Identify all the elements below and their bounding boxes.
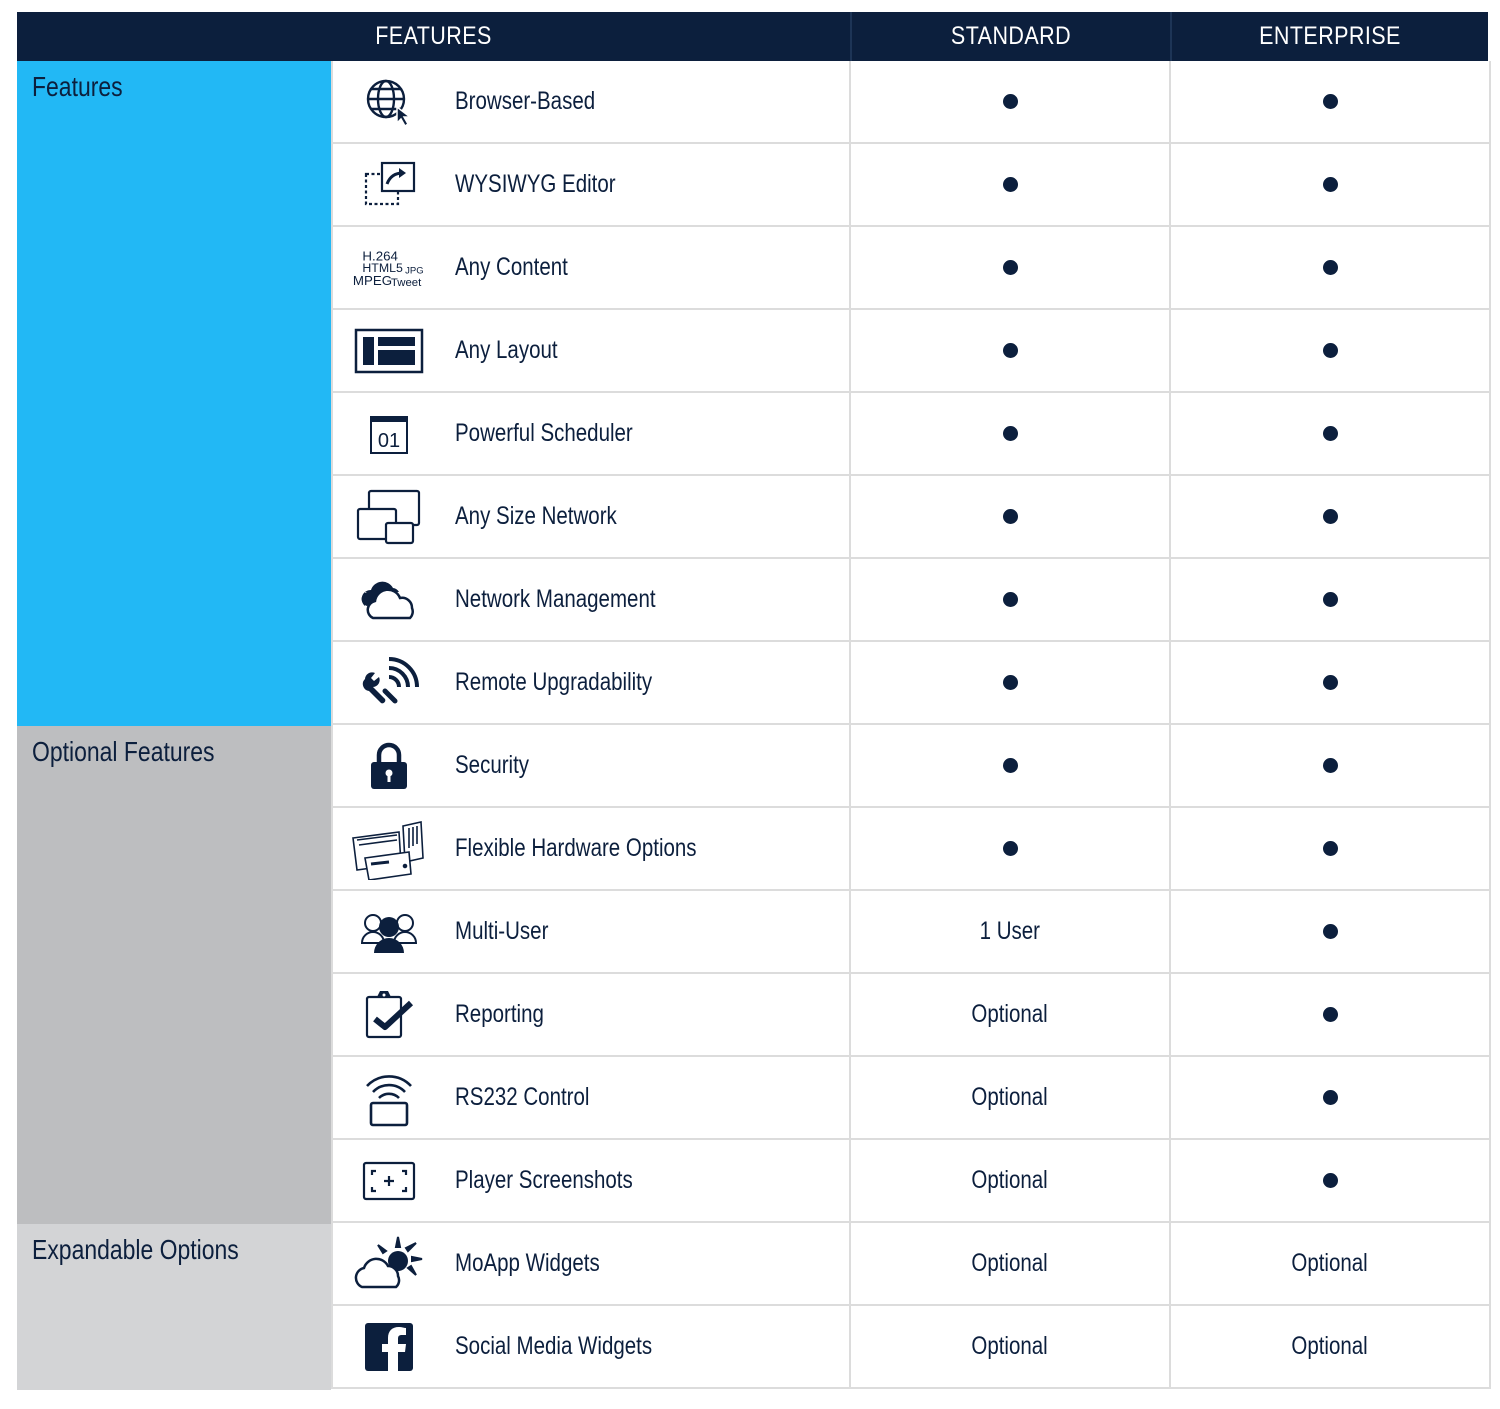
included-dot bbox=[1323, 343, 1338, 358]
table-row bbox=[331, 1223, 1488, 1306]
calendar-icon bbox=[351, 403, 427, 465]
enterprise-cell bbox=[1169, 144, 1491, 227]
standard-cell bbox=[849, 1140, 1169, 1223]
enterprise-cell bbox=[1169, 1057, 1491, 1140]
table-row bbox=[331, 974, 1488, 1057]
feature-label: WYSIWYG Editor bbox=[455, 170, 616, 198]
feature-label: Network Management bbox=[455, 585, 656, 613]
feature-cell bbox=[331, 1306, 851, 1389]
enterprise-value bbox=[1171, 725, 1489, 806]
standard-value bbox=[851, 393, 1169, 474]
feature-cell bbox=[331, 891, 851, 974]
feature-label: Any Content bbox=[455, 253, 568, 281]
table-row bbox=[331, 808, 1488, 891]
enterprise-value bbox=[1171, 1057, 1489, 1138]
standard-value bbox=[851, 642, 1169, 723]
section-optional-features-label: Optional Features bbox=[32, 736, 215, 767]
enterprise-value bbox=[1171, 974, 1489, 1055]
standard-value bbox=[851, 1223, 1169, 1304]
enterprise-value bbox=[1171, 1140, 1489, 1221]
standard-cell bbox=[849, 559, 1169, 642]
included-dot bbox=[1003, 94, 1018, 109]
table-row bbox=[331, 393, 1488, 476]
standard-value bbox=[851, 974, 1169, 1055]
header-divider bbox=[850, 12, 852, 61]
enterprise-value bbox=[1171, 642, 1489, 723]
included-dot bbox=[1323, 1173, 1338, 1188]
enterprise-cell bbox=[1169, 808, 1491, 891]
included-dot bbox=[1323, 94, 1338, 109]
standard-value bbox=[851, 144, 1169, 225]
value-text: Optional bbox=[971, 1249, 1049, 1277]
standard-cell bbox=[849, 393, 1169, 476]
wireless-box-icon bbox=[351, 1067, 427, 1129]
feature-label: RS232 Control bbox=[455, 1083, 590, 1111]
globe-cursor-icon bbox=[351, 71, 427, 133]
enterprise-cell bbox=[1169, 393, 1491, 476]
standard-value bbox=[851, 1140, 1169, 1221]
users-icon bbox=[351, 901, 427, 963]
table-row bbox=[331, 1140, 1488, 1223]
enterprise-cell bbox=[1169, 559, 1491, 642]
value-text: 1 User bbox=[979, 917, 1041, 945]
feature-cell bbox=[331, 227, 851, 310]
section-features-label: Features bbox=[32, 71, 123, 102]
feature-label: Security bbox=[455, 751, 530, 779]
standard-value bbox=[851, 61, 1169, 142]
standard-value bbox=[851, 1306, 1169, 1387]
section-features bbox=[17, 61, 331, 726]
standard-cell bbox=[849, 144, 1169, 227]
standard-cell bbox=[849, 310, 1169, 393]
wrench-signal-icon bbox=[351, 652, 427, 714]
included-dot bbox=[1323, 841, 1338, 856]
feature-cell bbox=[331, 393, 851, 476]
table-row bbox=[331, 1057, 1488, 1140]
included-dot bbox=[1323, 509, 1338, 524]
table-header bbox=[17, 12, 1488, 61]
included-dot bbox=[1323, 758, 1338, 773]
value-text: Optional bbox=[1291, 1332, 1369, 1360]
enterprise-value bbox=[1171, 808, 1489, 889]
svg-text:HTML5: HTML5 bbox=[362, 260, 403, 275]
edit-share-icon bbox=[351, 154, 427, 216]
standard-value bbox=[851, 559, 1169, 640]
table-row bbox=[331, 61, 1488, 144]
enterprise-value bbox=[1171, 61, 1489, 142]
standard-value bbox=[851, 227, 1169, 308]
feature-label: Player Screenshots bbox=[455, 1166, 633, 1194]
table-row bbox=[331, 476, 1488, 559]
standard-cell bbox=[849, 1223, 1169, 1306]
included-dot bbox=[1003, 758, 1018, 773]
enterprise-cell bbox=[1169, 974, 1491, 1057]
feature-label: Any Size Network bbox=[455, 502, 617, 530]
feature-cell bbox=[331, 559, 851, 642]
feature-cell bbox=[331, 1140, 851, 1223]
value-text: Optional bbox=[971, 1083, 1049, 1111]
value-text: Optional bbox=[1291, 1249, 1369, 1277]
table-row bbox=[331, 891, 1488, 974]
enterprise-value bbox=[1171, 1223, 1489, 1304]
table-row bbox=[331, 144, 1488, 227]
included-dot bbox=[1323, 177, 1338, 192]
feature-label: Any Layout bbox=[455, 336, 558, 364]
standard-value bbox=[851, 808, 1169, 889]
svg-text:MPEG: MPEG bbox=[352, 273, 393, 289]
included-dot bbox=[1323, 592, 1338, 607]
svg-text:H.264: H.264 bbox=[362, 248, 398, 264]
included-dot bbox=[1323, 426, 1338, 441]
section-expandable-options-label: Expandable Options bbox=[32, 1234, 239, 1265]
feature-cell bbox=[331, 310, 851, 393]
standard-cell bbox=[849, 1306, 1169, 1389]
included-dot bbox=[1323, 924, 1338, 939]
enterprise-value bbox=[1171, 310, 1489, 391]
standard-cell bbox=[849, 1057, 1169, 1140]
enterprise-cell bbox=[1169, 725, 1491, 808]
enterprise-value bbox=[1171, 227, 1489, 308]
lock-icon bbox=[351, 735, 427, 797]
enterprise-value bbox=[1171, 559, 1489, 640]
hardware-icon bbox=[351, 818, 427, 880]
included-dot bbox=[1003, 509, 1018, 524]
feature-label: Social Media Widgets bbox=[455, 1332, 653, 1360]
table-row bbox=[331, 1306, 1488, 1389]
standard-cell bbox=[849, 61, 1169, 144]
standard-cell bbox=[849, 642, 1169, 725]
standard-value bbox=[851, 1057, 1169, 1138]
enterprise-value bbox=[1171, 476, 1489, 557]
feature-label: MoApp Widgets bbox=[455, 1249, 600, 1277]
layout-icon bbox=[351, 320, 427, 382]
standard-value bbox=[851, 476, 1169, 557]
feature-cell bbox=[331, 1223, 851, 1306]
feature-cell bbox=[331, 974, 851, 1057]
facebook-icon bbox=[351, 1316, 427, 1378]
clipboard-check-icon bbox=[351, 984, 427, 1046]
feature-cell bbox=[331, 808, 851, 891]
standard-cell bbox=[849, 725, 1169, 808]
standard-cell bbox=[849, 891, 1169, 974]
feature-cell bbox=[331, 642, 851, 725]
feature-cell bbox=[331, 725, 851, 808]
feature-label: Remote Upgradability bbox=[455, 668, 653, 696]
standard-value bbox=[851, 891, 1169, 972]
cloud-icon bbox=[351, 569, 427, 631]
enterprise-value bbox=[1171, 1306, 1489, 1387]
table-row bbox=[331, 725, 1488, 808]
table-row bbox=[331, 642, 1488, 725]
header-divider bbox=[1170, 12, 1172, 61]
section-expandable-options bbox=[17, 1224, 331, 1390]
feature-label: Reporting bbox=[455, 1000, 544, 1028]
included-dot bbox=[1003, 592, 1018, 607]
standard-cell bbox=[849, 227, 1169, 310]
header-features: FEATURES bbox=[375, 22, 492, 50]
included-dot bbox=[1323, 675, 1338, 690]
enterprise-value bbox=[1171, 393, 1489, 474]
feature-cell bbox=[331, 61, 851, 144]
enterprise-cell bbox=[1169, 310, 1491, 393]
included-dot bbox=[1003, 841, 1018, 856]
enterprise-cell bbox=[1169, 891, 1491, 974]
enterprise-cell bbox=[1169, 1140, 1491, 1223]
formats-icon bbox=[351, 237, 427, 299]
feature-label: Browser-Based bbox=[455, 87, 596, 115]
standard-value bbox=[851, 725, 1169, 806]
weather-icon bbox=[351, 1233, 427, 1295]
svg-text:01: 01 bbox=[377, 430, 401, 452]
included-dot bbox=[1003, 343, 1018, 358]
included-dot bbox=[1323, 260, 1338, 275]
header-standard: STANDARD bbox=[950, 22, 1072, 50]
included-dot bbox=[1323, 1090, 1338, 1105]
value-text: Optional bbox=[971, 1332, 1049, 1360]
enterprise-cell bbox=[1169, 642, 1491, 725]
feature-label: Powerful Scheduler bbox=[455, 419, 633, 447]
screenshot-icon bbox=[351, 1150, 427, 1212]
enterprise-cell bbox=[1169, 476, 1491, 559]
feature-label: Flexible Hardware Options bbox=[455, 834, 697, 862]
enterprise-value bbox=[1171, 891, 1489, 972]
screens-icon bbox=[351, 486, 427, 548]
included-dot bbox=[1003, 177, 1018, 192]
table-row bbox=[331, 559, 1488, 642]
enterprise-cell bbox=[1169, 1223, 1491, 1306]
enterprise-cell bbox=[1169, 61, 1491, 144]
included-dot bbox=[1003, 260, 1018, 275]
feature-label: Multi-User bbox=[455, 917, 549, 945]
standard-cell bbox=[849, 808, 1169, 891]
feature-cell bbox=[331, 476, 851, 559]
standard-cell bbox=[849, 974, 1169, 1057]
table-row bbox=[331, 227, 1488, 310]
header-enterprise: ENTERPRISE bbox=[1259, 22, 1401, 50]
included-dot bbox=[1323, 1007, 1338, 1022]
value-text: Optional bbox=[971, 1000, 1049, 1028]
enterprise-value bbox=[1171, 144, 1489, 225]
included-dot bbox=[1003, 675, 1018, 690]
included-dot bbox=[1003, 426, 1018, 441]
value-text: Optional bbox=[971, 1166, 1049, 1194]
section-optional-features bbox=[17, 726, 331, 1224]
standard-value bbox=[851, 310, 1169, 391]
svg-text:JPG: JPG bbox=[405, 265, 424, 277]
feature-cell bbox=[331, 144, 851, 227]
table-row bbox=[331, 310, 1488, 393]
enterprise-cell bbox=[1169, 1306, 1491, 1389]
standard-cell bbox=[849, 476, 1169, 559]
enterprise-cell bbox=[1169, 227, 1491, 310]
svg-text:Tweet: Tweet bbox=[390, 277, 422, 290]
feature-cell bbox=[331, 1057, 851, 1140]
